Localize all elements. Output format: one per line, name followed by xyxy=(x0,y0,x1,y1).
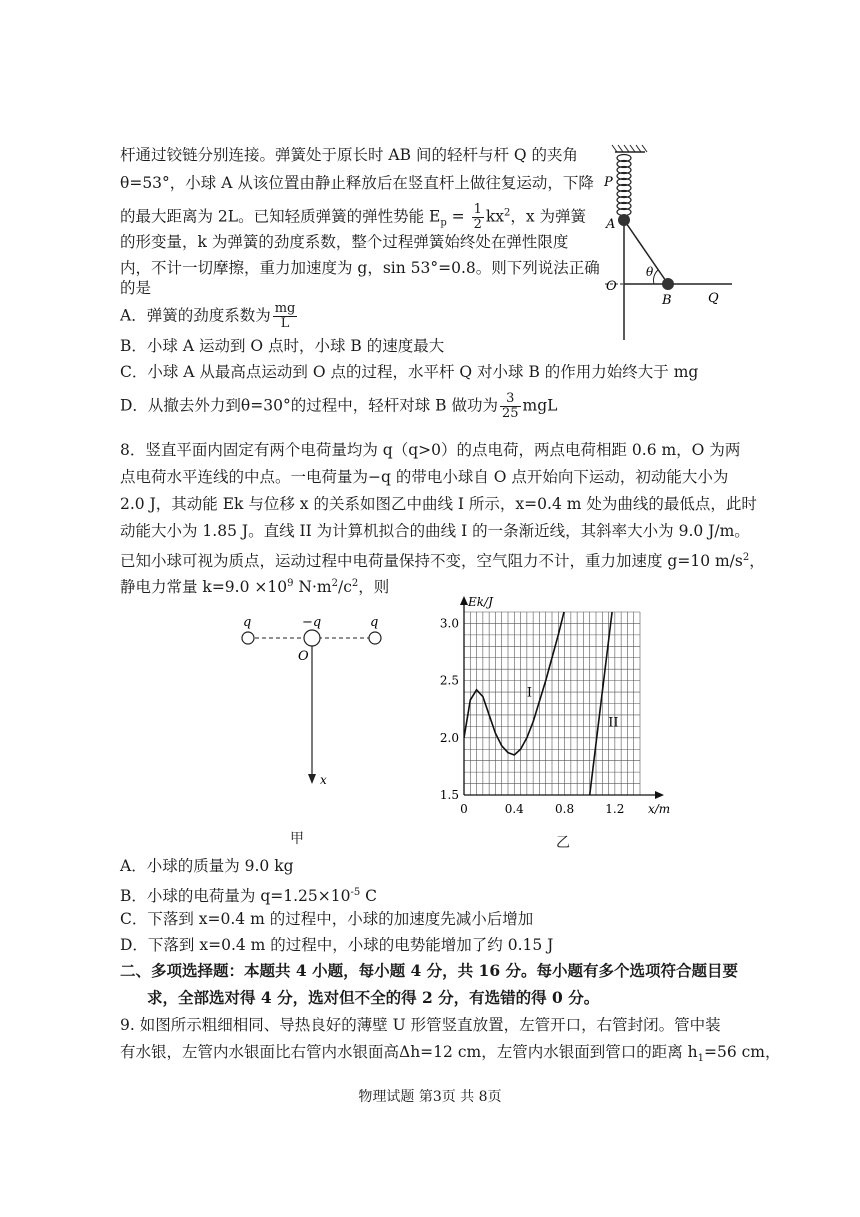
x-tick-label: 0.8 xyxy=(555,802,575,816)
q7-spring-figure xyxy=(600,140,740,350)
x-tick-label: 1.2 xyxy=(605,802,625,816)
label-o: O xyxy=(606,279,617,294)
q8-line-4: 动能大小为 1.85 J。直线 II 为计算机拟合的曲线 I 的一条渐近线，其斜率大小为 9.0 J/m。 xyxy=(120,522,750,540)
q8-option-b: B．小球的电荷量为 $q=1.25\times 10^{-5}$ C xyxy=(120,887,377,906)
caption-yi: 乙 xyxy=(556,835,570,851)
q7-line-1: 杆通过铰链分别连接。弹簧处于原长时 AB 间的轻杆与杆 Q 的夹角 xyxy=(120,146,579,164)
label-x-jia: x xyxy=(320,773,327,787)
x-axis-arrowhead xyxy=(655,791,664,799)
charge-right xyxy=(369,632,381,644)
charge-ball xyxy=(304,630,320,646)
ball-a xyxy=(618,214,630,226)
label-q-left: q xyxy=(243,615,252,630)
y-axis-arrowhead xyxy=(460,596,468,605)
q9-line-2: 有水银，左管内水银面比右管内水银面高Δh=12 cm，左管内水银面到管口的距离 $h_1=56$ cm， xyxy=(120,1043,781,1065)
x-tick-label: 0.4 xyxy=(504,802,524,816)
chart-yi xyxy=(430,590,670,830)
q7-option-c: C．小球 A 从最高点运动到 O 点的过程，水平杆 Q 对小球 B 的作用力始终大于 mg xyxy=(120,363,699,381)
q8-line-5: 已知小球可视为质点，运动过程中电荷量保持不变，空气阻力不计，重力加速度 g=10 $m/s^2$， xyxy=(120,552,765,571)
q7-option-a-fraction: $\frac{mg}{L}$ xyxy=(274,301,296,331)
label-a: A xyxy=(606,217,616,232)
y-tick-label: 3.0 xyxy=(439,616,459,631)
q9-line-1: 9. 如图所示粗细相同、导热良好的薄壁 U 形管竖直放置，左管开口，右管封闭。管中装 xyxy=(120,1016,721,1034)
label-q-right: q xyxy=(370,615,379,630)
section-2-line-2: 求，全部选对得 4 分，选对但不全的得 2 分，有选错的得 0 分。 xyxy=(147,988,600,1007)
q8-line-2: 点电荷水平连线的中点。一电荷量为−q 的带电小球自 O 点开始向下运动，初动能大小为 xyxy=(120,468,729,486)
q8-line-3: 2.0 J，其动能 Ek 与位移 x 的关系如图乙中曲线 I 所示，x=0.4 m 处为曲线的最低点，此时 xyxy=(120,495,757,513)
q7-option-b: B．小球 A 运动到 O 点时，小球 B 的速度最大 xyxy=(120,337,445,355)
q7-line-3: 的最大距离为 2L。已知轻质弹簧的弹性势能 $E_p$ = $\frac{1}{2}$ $kx^2$，x 为弹簧 xyxy=(120,202,587,232)
figure-jia xyxy=(230,612,400,797)
y-tick-label: 2.5 xyxy=(439,673,459,688)
section-2-line-1: 二、多项选择题：本题共 4 小题，每小题 4 分，共 16 分。每小题有多个选项符合题目要 xyxy=(120,961,739,980)
y-tick-label: 2.0 xyxy=(439,730,459,745)
q7-option-d-fraction: $\frac{3}{25}$ xyxy=(501,391,519,421)
series-I-line xyxy=(464,590,583,755)
x-axis-label: x/m xyxy=(648,802,670,816)
label-p: P xyxy=(604,175,613,190)
label-theta: θ xyxy=(646,265,654,279)
q8-line-6: 静电力常量 $k=9.0 \times 10^9$ $N\cdot m^2/c^2$，则 xyxy=(120,578,390,597)
label-b: B xyxy=(662,293,672,308)
q7-option-a: A．弹簧的劲度系数为 $\frac{mg}{L}$ xyxy=(120,301,296,331)
caption-jia: 甲 xyxy=(290,831,304,847)
series-II-label: II xyxy=(608,715,619,731)
charge-left xyxy=(242,632,254,644)
x-tick-label: 0 xyxy=(460,802,468,816)
q8-line-1: 8．竖直平面内固定有两个电荷量均为 q（q>0）的点电荷，两点电荷相距 0.6 m，O 为两 xyxy=(120,441,741,459)
q7-option-d: D．从撤去外力到θ=30°的过程中，轻杆对球 B 做功为 $\frac{3}{25}$ mgL xyxy=(120,391,558,421)
page-footer: 物理试题 第3页 共 8页 xyxy=(358,1089,502,1105)
y-axis-label: Ek/J xyxy=(468,595,493,609)
y-tick-label: 1.5 xyxy=(439,788,459,802)
series-I-label: I xyxy=(526,685,532,701)
spring-coil xyxy=(617,155,631,216)
ball-b xyxy=(662,278,674,290)
label-o-jia: O xyxy=(298,649,309,664)
label-minus-q: −q xyxy=(302,615,322,630)
label-q: Q xyxy=(708,291,719,306)
q7-energy-fraction: $\frac{1}{2}$ xyxy=(473,202,482,232)
q7-line-6: 的是 xyxy=(120,279,152,297)
q8-option-d: D．下落到 x=0.4 m 的过程中，小球的电势能增加了约 0.15 J xyxy=(120,936,554,954)
q7-line-2: θ=53°，小球 A 从该位置由静止释放后在竖直杆上做往复运动，下降 xyxy=(120,174,594,192)
q7-line-4: 的形变量，k 为弹簧的劲度系数，整个过程弹簧始终处在弹性限度 xyxy=(120,233,569,251)
q8-option-a: A．小球的质量为 9.0 kg xyxy=(120,857,294,875)
q8-option-c: C．下落到 x=0.4 m 的过程中，小球的加速度先减小后增加 xyxy=(120,910,534,928)
q7-line-5: 内，不计一切摩擦，重力加速度为 g，sin 53°=0.8。则下列说法正确 xyxy=(120,259,600,277)
